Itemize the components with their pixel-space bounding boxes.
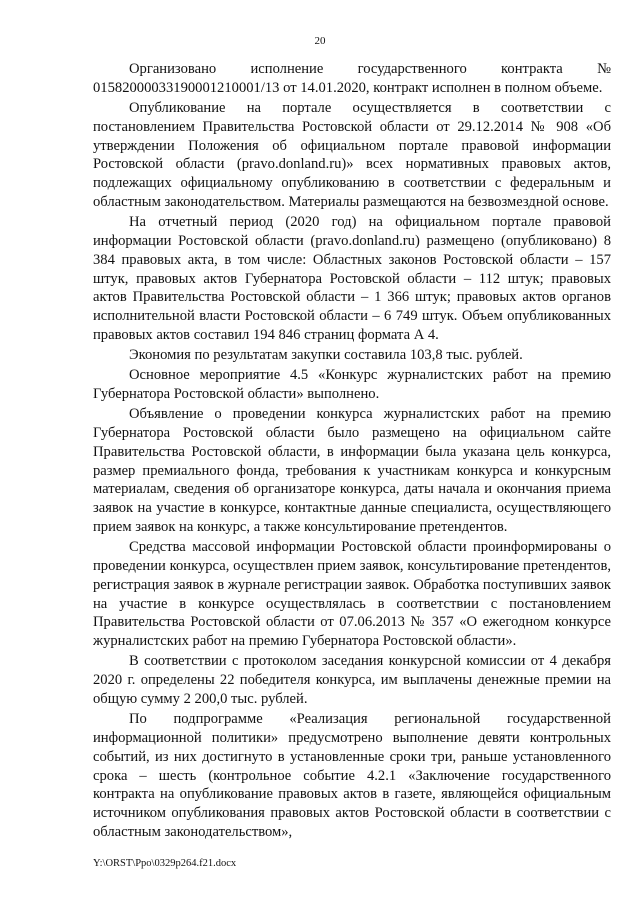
- paragraph-savings: Экономия по результатам закупки составила 103,8 тыс. рублей.: [129, 347, 523, 364]
- paragraph-publication-portal: Опубликование на портале осуществляется в соответствии с постановлением Правительства Ростовской области от 29.12.2014 № 908 «Об утверждении Положения об официальном портале правовой информации Ростовской области (pravo.donland.ru)» всех нормативных правовых актов, подлежащих официальному опубликованию в соответствии с федеральным и областным законодательством. Материалы размещаются на безвозмездной основе.: [93, 99, 611, 210]
- paragraph-contest-announcement: Объявление о проведении конкурса журналистских работ на премию Губернатора Ростовской области было размещено на официальном сайте Правительства Ростовской области, в информации была указана цель конкурса, размер премиального фонда, требования к участникам конкурса и конкурсным материалам, сведения об организаторе конкурса, даты начала и окончания приема заявок на участие в конкурсе, контактные данные специалиста, осуществляющего прием заявок на конкурс, а также консультирование претендентов.: [93, 406, 611, 536]
- paragraph-media-informed: Средства массовой информации Ростовской области проинформированы о проведении конкурса, осуществлен прием заявок, консультирование претендентов, регистрация заявок в журнале регистрации заявок. Обработка поступивших заявок на участие в конкурсе осуществлялась в соответствии с постановлением Правительства Ростовской области от 07.06.2013 № 357 «О ежегодном конкурсе журналистских работ на премию Губернатора Ростовской области».: [93, 539, 611, 650]
- footer-file-path: Y:\ORST\Ppo\0329p264.f21.docx: [93, 858, 237, 869]
- paragraph-contract: Организовано исполнение государственного контракта № 0158200003319000121000​1/13 от 14.01.2020, контракт исполнен в полном объеме.: [93, 61, 611, 96]
- document-body: [93, 60, 611, 843]
- paragraph-reporting-period: На отчетный период (2020 год) на официальном портале правовой информации Ростовской области (pravo.donland.ru) размещено (опубликовано) 8 384 правовых акта, в том числе: Областных законов Ростовской области – 157 штук, правовых актов Губернатора Ростовской области – 112 штук; правовых актов Правительства Ростовской области – 1 366 штук; правовых актов органов исполнительной власти Ростовской области – 6 749 штук. Объем опубликованных правовых актов составил 194 846 страниц формата А 4.: [93, 214, 611, 343]
- page-number: 20: [314, 35, 326, 47]
- paragraph-subprogram-events: По подпрограмме «Реализация региональной государственной информационной политики» предусмотрено выполнение девяти контрольных событий, из них достигнуто в установленные сроки три, раньше установленного срока – шесть (контрольное событие 4.2.1 «Заключение государственного контракта на опубликование правовых актов в газете, являющейся официальным источником опубликования правовых актов Ростовской области в соответствии с областным законодательством»,: [93, 711, 611, 840]
- paragraph-event-4-5: Основное мероприятие 4.5 «Конкурс журналистских работ на премию Губернатора Ростовской области» выполнено.: [93, 367, 611, 403]
- paragraph-winners: В соответствии с протоколом заседания конкурсной комиссии от 4 декабря 2020 г. определены 22 победителя конкурса, им выплачены денежные премии на общую сумму 2 200,0 тыс. рублей.: [93, 653, 611, 708]
